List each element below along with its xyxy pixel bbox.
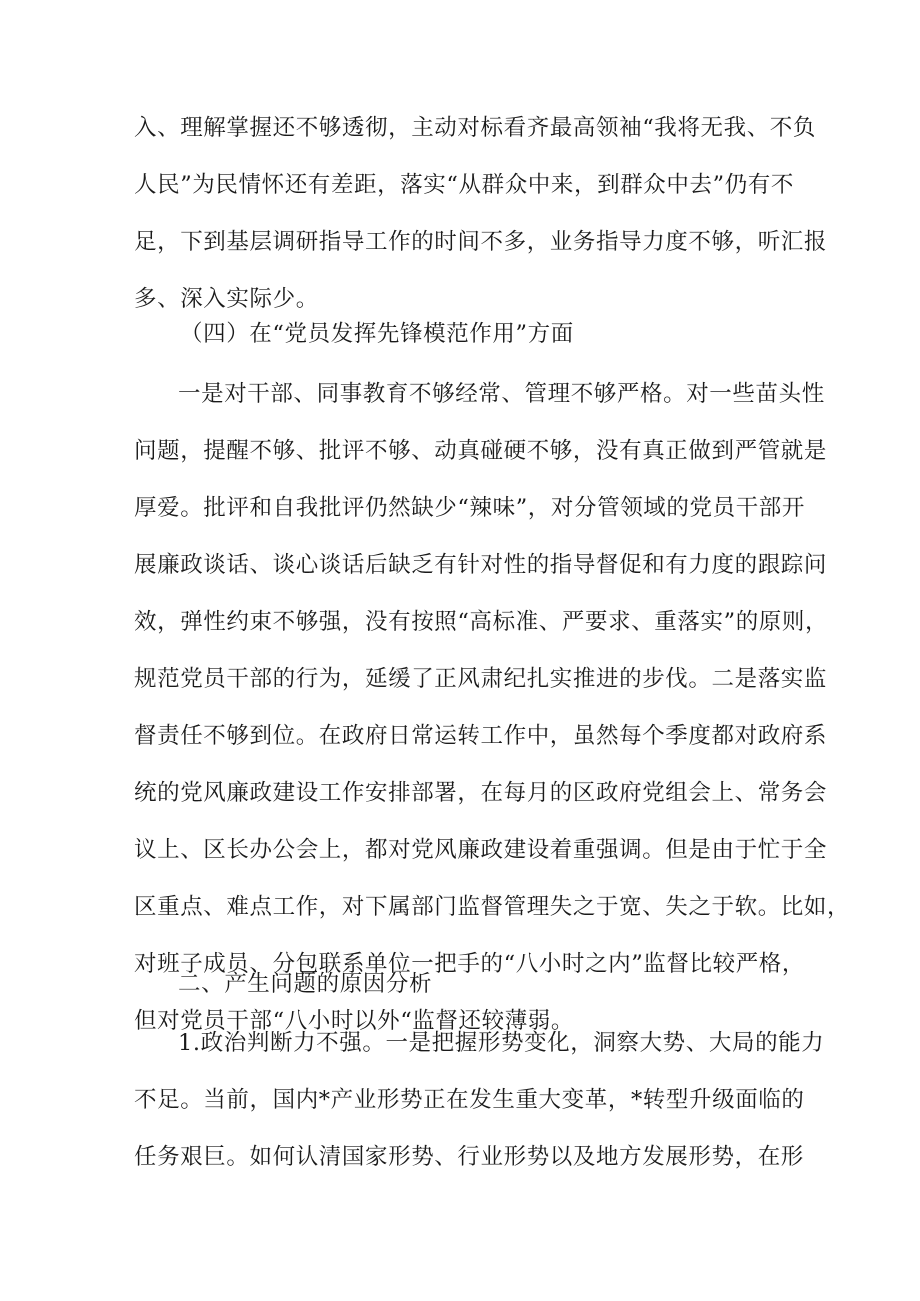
text-line: 区重点、难点工作，对下属部门监督管理失之于宽、失之于软。比如，: [134, 894, 851, 920]
text-line: 展廉政谈话、谈心谈话后缺乏有针对性的指导督促和有力度的跟踪问: [134, 552, 828, 578]
text-line: 对班子成员、分包联系单位一把手的“八小时之内”监督比较严格，: [134, 951, 806, 977]
text-line: 督责任不够到位。在政府日常运转工作中，虽然每个季度都对政府系: [134, 723, 828, 749]
text-line: 但对党员干部“八小时以外“监督还较薄弱。: [134, 1008, 575, 1034]
text-line: 一是对干部、同事教育不够经常、管理不够严格。对一些苗头性: [178, 381, 825, 407]
text-line: 多、深入实际少。: [134, 286, 319, 312]
text-line: 统的党风廉政建设工作安排部署，在每月的区政府党组会上、常务会: [134, 780, 828, 806]
text-line: 规范党员干部的行为，延缓了正风肃纪扎实推进的步伐。二是落实监: [134, 666, 828, 692]
section-heading: 二、产生问题的原因分析: [178, 971, 433, 997]
paragraph-continuation: [134, 100, 828, 328]
subsection-heading: （四）在“党员发挥先锋模范作用”方面: [180, 321, 574, 347]
text-line: 厚爱。批评和自我批评仍然缺少“辣味”，对分管领域的党员干部开: [134, 495, 806, 521]
text-line: 1.政治判断力不强。一是把握形势变化，洞察大势、大局的能力: [178, 1030, 825, 1056]
text-line: 任务艰巨。如何认清国家形势、行业形势以及地方发展形势，在形: [134, 1144, 804, 1170]
text-line: 足，下到基层调研指导工作的时间不多，业务指导力度不够，听汇报: [134, 229, 828, 255]
paragraph-cause-analysis: [134, 1015, 825, 1186]
text-line: 效，弹性约束不够强，没有按照“高标准、严要求、重落实”的原则，: [134, 609, 829, 635]
paragraph-pioneer-role: [134, 366, 851, 1050]
text-line: 问题，提醒不够、批评不够、动真碰硬不够，没有真正做到严管就是: [134, 438, 828, 464]
text-line: 不足。当前，国内*产业形势正在发生重大变革，*转型升级面临的: [134, 1087, 805, 1113]
text-line: 人民”为民情怀还有差距，落实“从群众中来，到群众中去”仍有不: [134, 172, 795, 198]
text-line: 议上、区长办公会上，都对党风廉政建设着重强调。但是由于忙于全: [134, 837, 828, 863]
text-line: 入、理解掌握还不够透彻，主动对标看齐最高领袖“我将无我、不负: [134, 115, 817, 141]
